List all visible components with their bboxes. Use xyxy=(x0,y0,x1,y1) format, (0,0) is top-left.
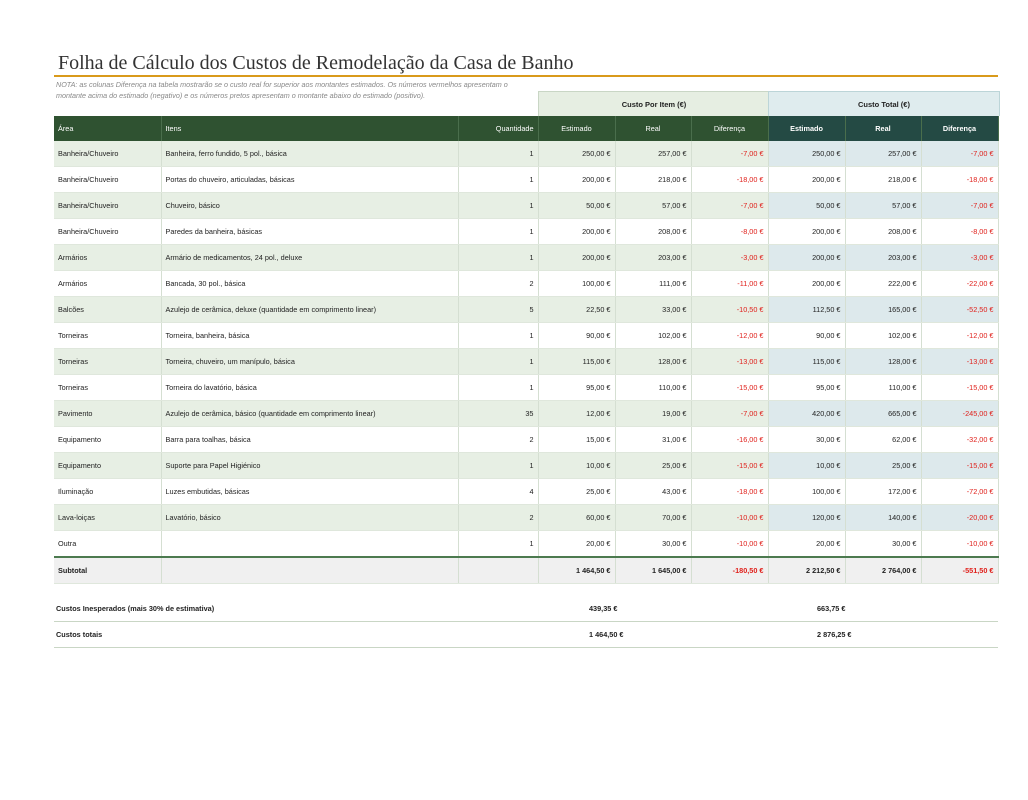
cost-table xyxy=(54,116,999,584)
cell-total-difference[interactable]: -20,00 € xyxy=(921,505,998,531)
table-row xyxy=(54,349,998,375)
subtotal-difference[interactable]: -180,50 € xyxy=(691,557,768,584)
subtotal-total-difference[interactable]: -551,50 € xyxy=(921,557,998,584)
cell-total-estimated[interactable]: 90,00 € xyxy=(768,323,845,349)
cell-item[interactable]: Torneira, banheira, básica xyxy=(161,323,458,349)
cell-total-difference[interactable]: -245,00 € xyxy=(921,401,998,427)
cell-item[interactable]: Chuveiro, básico xyxy=(161,193,458,219)
cell-item[interactable]: Bancada, 30 pol., básica xyxy=(161,271,458,297)
note-text: NOTA: as colunas Diferença na tabela mostrarão se o custo real for superior aos montantes estimados. Os números vermelhos apresentam o montante acima do estimado (negativo) e os números pretos apresentam o montante abaixo do estimado (positivo). xyxy=(56,80,508,100)
cell-difference[interactable]: -8,00 € xyxy=(691,219,768,245)
cell-total-real[interactable]: 665,00 € xyxy=(845,401,921,427)
cell-difference[interactable]: -7,00 € xyxy=(691,401,768,427)
cell-difference[interactable]: -7,00 € xyxy=(691,141,768,167)
cell-total-estimated[interactable]: 10,00 € xyxy=(768,453,845,479)
table-row xyxy=(54,375,998,401)
cell-quantity[interactable]: 1 xyxy=(458,167,538,193)
column-header-total-difference[interactable]: Diferença xyxy=(921,116,998,141)
subtotal-estimated[interactable]: 1 464,50 € xyxy=(538,557,615,584)
cell-quantity[interactable]: 1 xyxy=(458,349,538,375)
cell-real[interactable]: 25,00 € xyxy=(615,453,691,479)
cell-area[interactable]: Banheira/Chuveiro xyxy=(54,141,161,167)
cell-total-difference[interactable]: -10,00 € xyxy=(921,531,998,558)
cell-area[interactable]: Iluminação xyxy=(54,479,161,505)
cell-real[interactable]: 203,00 € xyxy=(615,245,691,271)
cell-quantity[interactable]: 2 xyxy=(458,505,538,531)
cell-estimated[interactable]: 200,00 € xyxy=(538,219,615,245)
cell-total-estimated[interactable]: 112,50 € xyxy=(768,297,845,323)
cell-quantity[interactable]: 1 xyxy=(458,453,538,479)
cell-estimated[interactable]: 15,00 € xyxy=(538,427,615,453)
cell-estimated[interactable]: 10,00 € xyxy=(538,453,615,479)
cell-real[interactable]: 30,00 € xyxy=(615,531,691,558)
cell-item[interactable]: Torneira, chuveiro, um manípulo, básica xyxy=(161,349,458,375)
cell-item[interactable]: Suporte para Papel Higiénico xyxy=(161,453,458,479)
cell-quantity[interactable]: 4 xyxy=(458,479,538,505)
cell-estimated[interactable]: 60,00 € xyxy=(538,505,615,531)
cell-area[interactable]: Banheira/Chuveiro xyxy=(54,219,161,245)
cell-total-difference[interactable]: -15,00 € xyxy=(921,375,998,401)
cell-total-real[interactable]: 208,00 € xyxy=(845,219,921,245)
cell-total-estimated[interactable]: 200,00 € xyxy=(768,245,845,271)
cell-area[interactable]: Equipamento xyxy=(54,427,161,453)
cell-difference[interactable]: -16,00 € xyxy=(691,427,768,453)
cell-quantity[interactable]: 1 xyxy=(458,141,538,167)
cell-real[interactable]: 33,00 € xyxy=(615,297,691,323)
table-row xyxy=(54,297,998,323)
cell-area[interactable]: Torneiras xyxy=(54,349,161,375)
cell-quantity[interactable]: 2 xyxy=(458,271,538,297)
table-row xyxy=(54,401,998,427)
cell-total-difference[interactable]: -12,00 € xyxy=(921,323,998,349)
cell-total-estimated[interactable]: 200,00 € xyxy=(768,167,845,193)
cell-total-estimated[interactable]: 200,00 € xyxy=(768,271,845,297)
cell-total-estimated[interactable]: 250,00 € xyxy=(768,141,845,167)
cell-real[interactable]: 31,00 € xyxy=(615,427,691,453)
cell-total-real[interactable]: 62,00 € xyxy=(845,427,921,453)
cell-real[interactable]: 57,00 € xyxy=(615,193,691,219)
cell-total-real[interactable]: 203,00 € xyxy=(845,245,921,271)
cell-total-difference[interactable]: -13,00 € xyxy=(921,349,998,375)
cell-total-difference[interactable]: -7,00 € xyxy=(921,141,998,167)
subtotal-total-estimated[interactable]: 2 212,50 € xyxy=(768,557,845,584)
cell-total-difference[interactable]: -72,00 € xyxy=(921,479,998,505)
cell-total-difference[interactable]: -32,00 € xyxy=(921,427,998,453)
cell-estimated[interactable]: 200,00 € xyxy=(538,167,615,193)
column-header-items[interactable]: Itens xyxy=(161,116,458,141)
cell-difference[interactable]: -3,00 € xyxy=(691,245,768,271)
cell-total-estimated[interactable]: 420,00 € xyxy=(768,401,845,427)
cell-total-estimated[interactable]: 115,00 € xyxy=(768,349,845,375)
cell-real[interactable]: 102,00 € xyxy=(615,323,691,349)
cell-item[interactable]: Luzes embutidas, básicas xyxy=(161,479,458,505)
cell-item[interactable]: Torneira do lavatório, básica xyxy=(161,375,458,401)
cell-item[interactable]: Portas do chuveiro, articuladas, básicas xyxy=(161,167,458,193)
column-header-quantity[interactable]: Quantidade xyxy=(458,116,538,141)
cell-estimated[interactable]: 20,00 € xyxy=(538,531,615,558)
cell-real[interactable]: 19,00 € xyxy=(615,401,691,427)
table-row xyxy=(54,453,998,479)
cell-item[interactable] xyxy=(161,531,458,558)
cell-real[interactable]: 111,00 € xyxy=(615,271,691,297)
cell-real[interactable]: 218,00 € xyxy=(615,167,691,193)
cell-difference[interactable]: -13,00 € xyxy=(691,349,768,375)
cell-area[interactable]: Pavimento xyxy=(54,401,161,427)
cell-total-difference[interactable]: -52,50 € xyxy=(921,297,998,323)
cell-total-real[interactable]: 172,00 € xyxy=(845,479,921,505)
cell-estimated[interactable]: 25,00 € xyxy=(538,479,615,505)
cell-difference[interactable]: -10,00 € xyxy=(691,531,768,558)
cell-estimated[interactable]: 90,00 € xyxy=(538,323,615,349)
unexpected-costs-total-value[interactable]: 663,75 € xyxy=(817,604,846,613)
cell-real[interactable]: 208,00 € xyxy=(615,219,691,245)
cell-total-estimated[interactable]: 120,00 € xyxy=(768,505,845,531)
cell-real[interactable]: 43,00 € xyxy=(615,479,691,505)
table-row xyxy=(54,479,998,505)
column-header-total-real[interactable]: Real xyxy=(845,116,921,141)
cell-real[interactable]: 70,00 € xyxy=(615,505,691,531)
cell-quantity[interactable]: 1 xyxy=(458,193,538,219)
cell-real[interactable]: 257,00 € xyxy=(615,141,691,167)
cell-difference[interactable]: -18,00 € xyxy=(691,167,768,193)
cell-estimated[interactable]: 12,00 € xyxy=(538,401,615,427)
cell-quantity[interactable]: 1 xyxy=(458,323,538,349)
table-row xyxy=(54,219,998,245)
cell-area[interactable]: Armários xyxy=(54,245,161,271)
cell-total-difference[interactable]: -7,00 € xyxy=(921,193,998,219)
cell-total-difference[interactable]: -18,00 € xyxy=(921,167,998,193)
cell-item[interactable]: Lavatório, básico xyxy=(161,505,458,531)
table-row xyxy=(54,167,998,193)
cell-area[interactable]: Lava-loiças xyxy=(54,505,161,531)
cell-difference[interactable]: -11,00 € xyxy=(691,271,768,297)
cell-total-real[interactable]: 140,00 € xyxy=(845,505,921,531)
column-header-real[interactable]: Real xyxy=(615,116,691,141)
cell-item[interactable]: Banheira, ferro fundido, 5 pol., básica xyxy=(161,141,458,167)
cell-total-real[interactable]: 165,00 € xyxy=(845,297,921,323)
cell-estimated[interactable]: 200,00 € xyxy=(538,245,615,271)
cell-area[interactable]: Banheira/Chuveiro xyxy=(54,193,161,219)
table-row xyxy=(54,531,998,558)
total-costs-total-value[interactable]: 2 876,25 € xyxy=(817,630,852,639)
table-row xyxy=(54,505,998,531)
cell-total-difference[interactable]: -15,00 € xyxy=(921,453,998,479)
cell-total-estimated[interactable]: 200,00 € xyxy=(768,219,845,245)
total-costs-row xyxy=(54,621,998,648)
cell-real[interactable]: 128,00 € xyxy=(615,349,691,375)
cell-real[interactable]: 110,00 € xyxy=(615,375,691,401)
cell-estimated[interactable]: 22,50 € xyxy=(538,297,615,323)
cell-area[interactable]: Armários xyxy=(54,271,161,297)
column-header-difference[interactable]: Diferença xyxy=(691,116,768,141)
cell-difference[interactable]: -10,50 € xyxy=(691,297,768,323)
table-row xyxy=(54,427,998,453)
cell-total-difference[interactable]: -8,00 € xyxy=(921,219,998,245)
column-header-row xyxy=(54,116,998,141)
cell-total-real[interactable]: 128,00 € xyxy=(845,349,921,375)
cell-area[interactable]: Outra xyxy=(54,531,161,558)
cell-difference[interactable]: -18,00 € xyxy=(691,479,768,505)
cell-total-real[interactable]: 57,00 € xyxy=(845,193,921,219)
cell-difference[interactable]: -15,00 € xyxy=(691,375,768,401)
table-row xyxy=(54,323,998,349)
total-costs-label[interactable]: Custos totais xyxy=(56,630,103,639)
cell-quantity[interactable]: 1 xyxy=(458,375,538,401)
unexpected-costs-item-value[interactable]: 439,35 € xyxy=(589,604,618,613)
cell-quantity[interactable]: 35 xyxy=(458,401,538,427)
cell-total-real[interactable]: 222,00 € xyxy=(845,271,921,297)
group-header-per-item: Custo Por Item (€) xyxy=(538,91,770,116)
cell-item[interactable]: Azulejo de cerâmica, deluxe (quantidade em comprimento linear) xyxy=(161,297,458,323)
cell-area[interactable]: Torneiras xyxy=(54,323,161,349)
cell-item[interactable]: Azulejo de cerâmica, básico (quantidade em comprimento linear) xyxy=(161,401,458,427)
unexpected-costs-row xyxy=(54,595,998,622)
unexpected-costs-label[interactable]: Custos Inesperados (mais 30% de estimativa) xyxy=(56,604,215,613)
cell-quantity[interactable]: 1 xyxy=(458,531,538,558)
table-row xyxy=(54,141,998,167)
subtotal-row xyxy=(54,557,998,584)
cell-total-real[interactable]: 218,00 € xyxy=(845,167,921,193)
cell-estimated[interactable]: 100,00 € xyxy=(538,271,615,297)
cell-quantity[interactable]: 1 xyxy=(458,219,538,245)
cell-area[interactable]: Torneiras xyxy=(54,375,161,401)
column-header-area[interactable]: Área xyxy=(54,116,161,141)
cell-difference[interactable]: -15,00 € xyxy=(691,453,768,479)
title-divider xyxy=(54,75,998,77)
cell-area[interactable]: Banheira/Chuveiro xyxy=(54,167,161,193)
cell-total-estimated[interactable]: 30,00 € xyxy=(768,427,845,453)
cell-item[interactable]: Paredes da banheira, básicas xyxy=(161,219,458,245)
total-costs-item-value[interactable]: 1 464,50 € xyxy=(589,630,624,639)
cell-item[interactable]: Barra para toalhas, básica xyxy=(161,427,458,453)
cell-quantity[interactable]: 2 xyxy=(458,427,538,453)
cell-total-real[interactable]: 102,00 € xyxy=(845,323,921,349)
column-header-estimated[interactable]: Estimado xyxy=(538,116,615,141)
cell-total-real[interactable]: 110,00 € xyxy=(845,375,921,401)
cell-total-difference[interactable]: -22,00 € xyxy=(921,271,998,297)
page-title: Folha de Cálculo dos Custos de Remodelação da Casa de Banho xyxy=(58,52,574,74)
cell-total-estimated[interactable]: 50,00 € xyxy=(768,193,845,219)
subtotal-label[interactable]: Subtotal xyxy=(54,557,161,584)
cell-total-real[interactable]: 30,00 € xyxy=(845,531,921,558)
cell-area[interactable]: Balcões xyxy=(54,297,161,323)
subtotal-total-real[interactable]: 2 764,00 € xyxy=(845,557,921,584)
cell-item[interactable]: Armário de medicamentos, 24 pol., deluxe xyxy=(161,245,458,271)
column-header-total-estimated[interactable]: Estimado xyxy=(768,116,845,141)
cell-total-estimated[interactable]: 100,00 € xyxy=(768,479,845,505)
cell-estimated[interactable]: 50,00 € xyxy=(538,193,615,219)
cell-total-estimated[interactable]: 20,00 € xyxy=(768,531,845,558)
cell-area[interactable]: Equipamento xyxy=(54,453,161,479)
subtotal-real[interactable]: 1 645,00 € xyxy=(615,557,691,584)
cell-estimated[interactable]: 115,00 € xyxy=(538,349,615,375)
cell-quantity[interactable]: 1 xyxy=(458,245,538,271)
table-row xyxy=(54,271,998,297)
cell-total-estimated[interactable]: 95,00 € xyxy=(768,375,845,401)
table-row xyxy=(54,245,998,271)
cell-total-real[interactable]: 257,00 € xyxy=(845,141,921,167)
table-row xyxy=(54,193,998,219)
group-header-total: Custo Total (€) xyxy=(768,91,1000,116)
cell-total-real[interactable]: 25,00 € xyxy=(845,453,921,479)
cell-difference[interactable]: -7,00 € xyxy=(691,193,768,219)
cell-difference[interactable]: -10,00 € xyxy=(691,505,768,531)
cell-estimated[interactable]: 95,00 € xyxy=(538,375,615,401)
cell-total-difference[interactable]: -3,00 € xyxy=(921,245,998,271)
cell-quantity[interactable]: 5 xyxy=(458,297,538,323)
cell-estimated[interactable]: 250,00 € xyxy=(538,141,615,167)
cell-difference[interactable]: -12,00 € xyxy=(691,323,768,349)
